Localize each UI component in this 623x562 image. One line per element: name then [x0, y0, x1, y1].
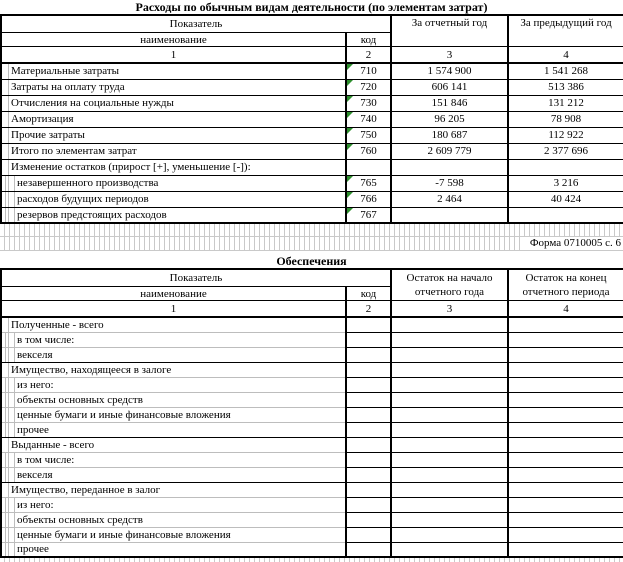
row-value-cell	[508, 422, 623, 437]
row-value-cell: 96 205	[391, 111, 508, 127]
header-row-numbers	[1, 301, 623, 318]
expenses-table-title: Расходы по обычным видам деятельности (по элементам затрат)	[135, 0, 488, 14]
row-name-cell: в том числе:	[1, 332, 346, 347]
row-code-cell	[346, 452, 391, 467]
table-row	[1, 542, 623, 557]
row-code-cell	[346, 79, 391, 95]
row-value-cell	[391, 512, 508, 527]
row-value-cell	[508, 497, 623, 512]
row-value-cell: 40 424	[508, 191, 623, 207]
row-value-cell	[508, 377, 623, 392]
row-name-cell: Изменение остатков (прирост [+], уменьшение [-]):	[1, 159, 346, 175]
table-row	[1, 437, 623, 452]
row-name-cell: в том числе:	[1, 452, 346, 467]
error-marker-icon	[347, 64, 353, 70]
empty-columns-band	[0, 237, 524, 250]
table-row	[1, 143, 623, 159]
header-row-indicator	[1, 15, 623, 33]
row-code-cell	[346, 332, 391, 347]
row-value-cell	[391, 347, 508, 362]
header-previous-year: За предыдущий год	[520, 17, 612, 29]
row-value-cell	[391, 437, 508, 452]
row-value-cell	[391, 207, 508, 223]
row-value-cell: 2 377 696	[508, 143, 623, 159]
col-number: 1	[1, 301, 346, 318]
table-row	[1, 63, 623, 79]
header-name: наименование	[1, 33, 346, 47]
table-row	[1, 377, 623, 392]
row-name-cell: векселя	[1, 467, 346, 482]
row-code: 720	[360, 81, 377, 93]
header-balance-start: Остаток на начало отчетного года	[391, 269, 508, 301]
header-indicator: Показатель	[1, 15, 391, 33]
error-marker-icon	[347, 176, 353, 182]
row-code-cell	[346, 467, 391, 482]
error-marker-icon	[347, 192, 353, 198]
row-value-cell	[391, 422, 508, 437]
row-name-cell: прочее	[1, 422, 346, 437]
table-row	[1, 452, 623, 467]
col-number: 4	[508, 47, 623, 64]
table-row	[1, 127, 623, 143]
row-value-cell	[508, 512, 623, 527]
row-value-cell	[391, 527, 508, 542]
form-note-band	[0, 237, 623, 251]
row-value-cell: 112 922	[508, 127, 623, 143]
collateral-table	[0, 268, 623, 558]
row-name-cell: Выданные - всего	[1, 437, 346, 452]
table-row	[1, 467, 623, 482]
row-value-cell: 180 687	[391, 127, 508, 143]
row-name-cell: прочее	[1, 542, 346, 557]
row-value-cell: 3 216	[508, 175, 623, 191]
row-code-cell	[346, 143, 391, 159]
row-name-cell: резервов предстоящих расходов	[1, 207, 346, 223]
header-row-indicator	[1, 269, 623, 287]
table-row	[1, 191, 623, 207]
row-code-cell	[346, 527, 391, 542]
row-value-cell: 1 541 268	[508, 63, 623, 79]
row-code-cell	[346, 127, 391, 143]
row-value-cell	[508, 362, 623, 377]
row-value-cell	[508, 452, 623, 467]
row-value-cell: 131 212	[508, 95, 623, 111]
row-name-cell: Полученные - всего	[1, 317, 346, 332]
table-row	[1, 347, 623, 362]
row-value-cell: 513 386	[508, 79, 623, 95]
row-name-cell: незавершенного производства	[1, 175, 346, 191]
row-name-cell: Итого по элементам затрат	[1, 143, 346, 159]
header-row-numbers	[1, 47, 623, 64]
table-row	[1, 175, 623, 191]
row-value-cell	[391, 407, 508, 422]
row-value-cell: 2 609 779	[391, 143, 508, 159]
error-marker-icon	[347, 128, 353, 134]
row-code: 765	[360, 177, 377, 189]
row-code-cell	[346, 437, 391, 452]
table-row	[1, 317, 623, 332]
row-name-cell: Прочие затраты	[1, 127, 346, 143]
header-balance-end: Остаток на конец отчетного периода	[522, 272, 610, 298]
collateral-table-title: Обеспечения	[276, 254, 347, 268]
row-name-cell: объекты основных средств	[1, 512, 346, 527]
row-code-cell	[346, 542, 391, 557]
empty-columns-band	[0, 558, 623, 562]
row-code: 750	[360, 129, 377, 141]
row-value-cell	[508, 392, 623, 407]
form-page-note: Форма 0710005 с. 6	[524, 237, 623, 250]
row-code-cell	[346, 63, 391, 79]
row-name-cell: из него:	[1, 377, 346, 392]
col-number: 4	[508, 301, 623, 318]
row-code-cell	[346, 191, 391, 207]
error-marker-icon	[347, 144, 353, 150]
row-value-cell	[391, 392, 508, 407]
row-value-cell	[391, 317, 508, 332]
row-value-cell: 78 908	[508, 111, 623, 127]
col-number: 3	[391, 47, 508, 64]
table-row	[1, 497, 623, 512]
row-code-cell	[346, 482, 391, 497]
row-code-cell	[346, 377, 391, 392]
row-value-cell	[391, 332, 508, 347]
row-code: 760	[360, 145, 377, 157]
table-row	[1, 207, 623, 223]
row-code-cell	[346, 362, 391, 377]
row-code-cell	[346, 95, 391, 111]
table-row	[1, 362, 623, 377]
error-marker-icon	[347, 96, 353, 102]
header-code: код	[346, 33, 391, 47]
row-code-cell	[346, 497, 391, 512]
row-code-cell	[346, 422, 391, 437]
col-number: 2	[346, 301, 391, 318]
row-value-cell	[508, 159, 623, 175]
row-value-cell	[508, 407, 623, 422]
row-value-cell	[391, 482, 508, 497]
header-indicator: Показатель	[1, 269, 391, 287]
row-value-cell: 606 141	[391, 79, 508, 95]
row-value-cell	[508, 482, 623, 497]
row-value-cell	[508, 332, 623, 347]
table-row	[1, 332, 623, 347]
row-value-cell	[391, 467, 508, 482]
row-value-cell	[391, 452, 508, 467]
row-value-cell	[508, 207, 623, 223]
row-code: 710	[360, 65, 377, 78]
table-row	[1, 111, 623, 127]
row-name-cell: расходов будущих периодов	[1, 191, 346, 207]
row-code-cell	[346, 159, 391, 175]
row-name-cell: Отчисления на социальные нужды	[1, 95, 346, 111]
row-value-cell	[391, 159, 508, 175]
row-name-cell: ценные бумаги и иные финансовые вложения	[1, 527, 346, 542]
table-row	[1, 512, 623, 527]
error-marker-icon	[347, 80, 353, 86]
row-value-cell	[391, 362, 508, 377]
row-code-cell	[346, 347, 391, 362]
row-code: 730	[360, 97, 377, 109]
table-row	[1, 407, 623, 422]
row-code: 767	[360, 208, 377, 221]
row-code-cell	[346, 407, 391, 422]
row-name-cell: Имущество, находящееся в залоге	[1, 362, 346, 377]
table-row	[1, 392, 623, 407]
table-row	[1, 527, 623, 542]
row-code-cell	[346, 392, 391, 407]
row-value-cell	[508, 437, 623, 452]
row-value-cell: 1 574 900	[391, 63, 508, 79]
row-value-cell: 151 846	[391, 95, 508, 111]
expenses-table	[0, 14, 623, 224]
row-value-cell	[508, 467, 623, 482]
row-code: 740	[360, 113, 377, 125]
row-name-cell: Материальные затраты	[1, 63, 346, 79]
header-name: наименование	[1, 287, 346, 301]
col-number: 1	[1, 47, 346, 64]
header-reporting-year: За отчетный год	[391, 15, 508, 47]
row-name-cell: из него:	[1, 497, 346, 512]
row-value-cell	[391, 497, 508, 512]
row-code-cell	[346, 512, 391, 527]
row-code-cell	[346, 207, 391, 223]
row-name-cell: Имущество, переданное в залог	[1, 482, 346, 497]
row-value-cell	[508, 347, 623, 362]
row-value-cell	[391, 542, 508, 557]
row-code-cell	[346, 175, 391, 191]
row-name-cell: Затраты на оплату труда	[1, 79, 346, 95]
row-name-cell: векселя	[1, 347, 346, 362]
table-row	[1, 95, 623, 111]
col-number: 3	[391, 301, 508, 318]
row-name-cell: ценные бумаги и иные финансовые вложения	[1, 407, 346, 422]
row-value-cell	[508, 527, 623, 542]
row-value-cell	[508, 317, 623, 332]
row-name-cell: Амортизация	[1, 111, 346, 127]
row-value-cell	[508, 542, 623, 557]
header-code: код	[346, 287, 391, 301]
empty-columns-band	[0, 224, 623, 237]
table-row	[1, 482, 623, 497]
table-row	[1, 422, 623, 437]
row-value-cell	[391, 377, 508, 392]
row-value-cell: -7 598	[391, 175, 508, 191]
table-row	[1, 79, 623, 95]
row-name-cell: объекты основных средств	[1, 392, 346, 407]
error-marker-icon	[347, 208, 353, 214]
row-value-cell: 2 464	[391, 191, 508, 207]
table-row	[1, 159, 623, 175]
row-code-cell	[346, 317, 391, 332]
col-number: 2	[346, 47, 391, 64]
row-code: 766	[360, 193, 377, 205]
error-marker-icon	[347, 112, 353, 118]
row-code-cell	[346, 111, 391, 127]
